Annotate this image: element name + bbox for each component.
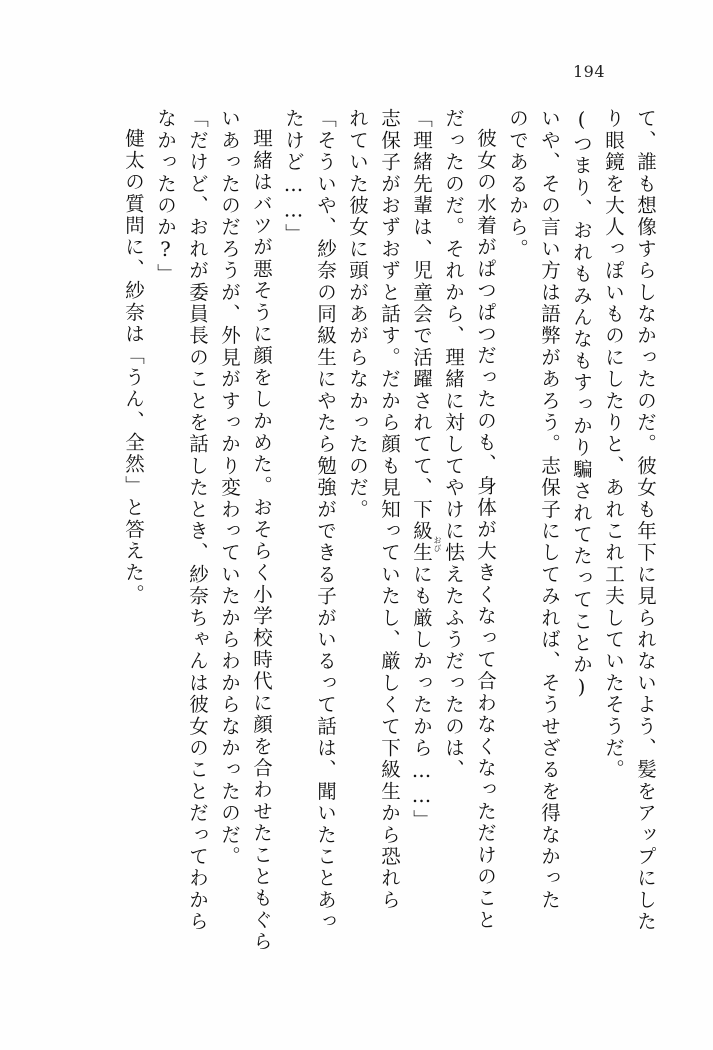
- text-column: のであるから。: [506, 108, 529, 260]
- text-column: 志保子がおずおずと話す。だから顔も見知っていたし、厳しくて下級生から恐れら: [378, 108, 401, 911]
- text-column: いや、その言い方は語弊があろう。志保子にしてみれば、そうせざるを得なかった: [538, 108, 561, 911]
- text-column: いあったのだろうが、外見がすっかり変わっていたからわからなかったのだ。: [218, 108, 241, 868]
- text-column: 「理緒先輩は、児童会で活躍されてて、下級生にも厳しかったから……」: [410, 108, 433, 832]
- text-column: だったのだ。それから、理緒に対してやけに怯えたふうだったのは、: [442, 108, 465, 781]
- page-number: 194: [572, 62, 605, 81]
- text-column: り眼鏡を大人っぽいものにしたりと、あれこれ工夫していたそうだ。: [602, 108, 625, 781]
- text-column: 健太の質問に、紗奈は「うん、全然」と答えた。: [122, 128, 145, 606]
- vertical-text-block: [58, 108, 655, 978]
- text-column: 理緒はバツが悪そうに顔をしかめた。おそらく小学校時代に顔を合わせたこともぐら: [250, 128, 273, 953]
- text-column: て、誰も想像すらしなかったのだ。彼女も年下に見られないよう、髪をアップにした: [634, 108, 657, 933]
- text-column: れていた彼女に頭があがらなかったのだ。: [346, 108, 369, 521]
- text-column: 彼女の水着がぱつぱつだったのも、身体が大きくなって合わなくなっただけのこと: [474, 128, 497, 931]
- text-column: たけど……」: [282, 108, 305, 246]
- text-column: 「だけど、おれが委員長のことを話したとき、紗奈ちゃんは彼女のことだってわから: [186, 108, 209, 933]
- text-column: なかったのか?」: [154, 108, 177, 286]
- text-column: 「そういや、紗奈の同級生にやたら勉強ができる子がいるって話は、聞いたことあっ: [314, 108, 337, 933]
- ruby-annotation: おび: [433, 536, 442, 552]
- text-column: (つまり、おれもみんなもすっかり騙されてたってことか): [570, 108, 593, 701]
